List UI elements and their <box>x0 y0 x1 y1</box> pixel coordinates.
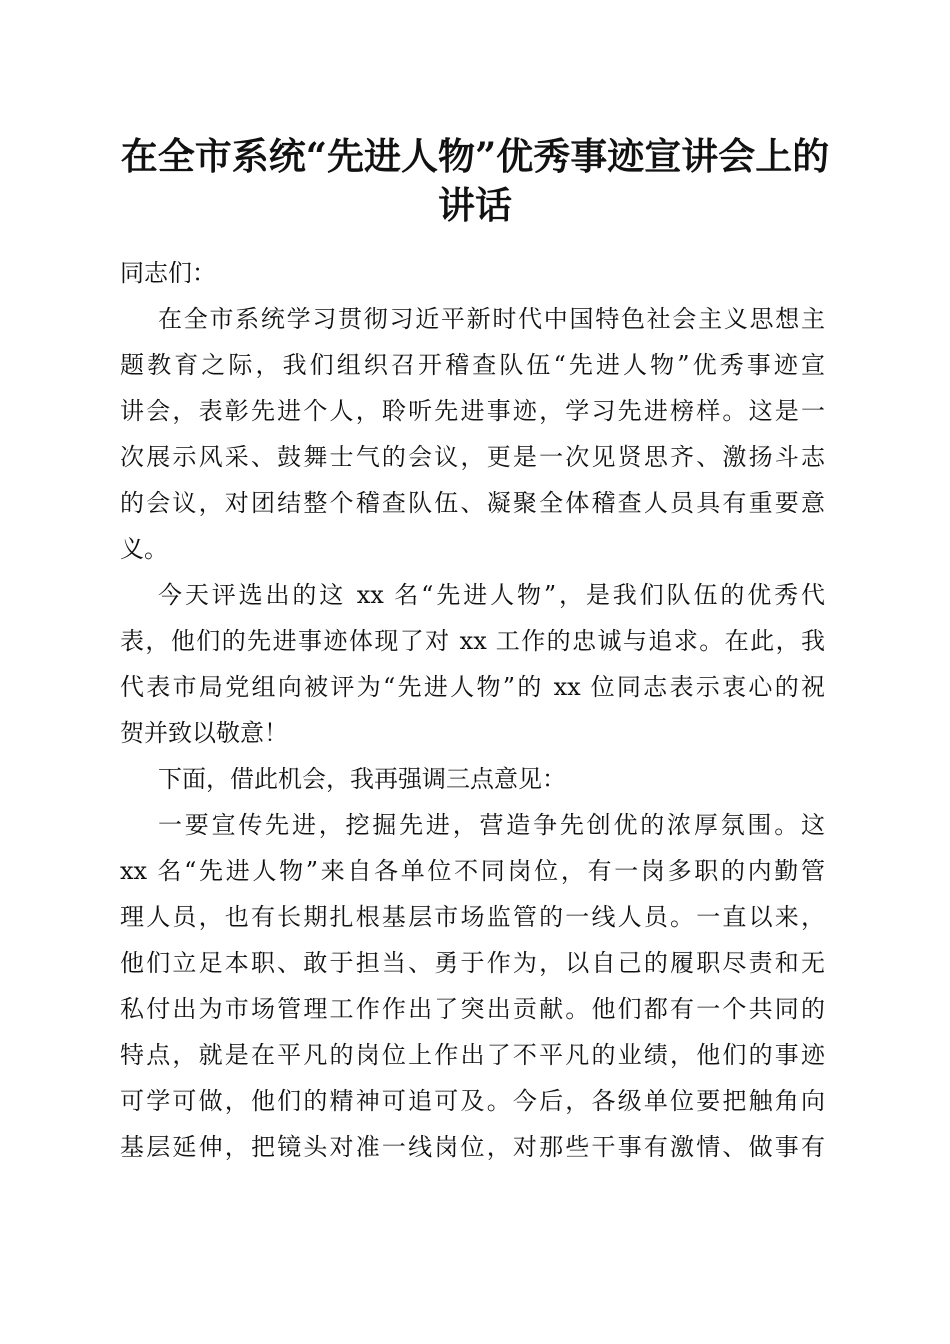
paragraph-line: 一要宣传先进，挖掘先进，营造争先创优的浓厚氛围。这 <box>158 811 825 839</box>
paragraph-line: 特点，就是在平凡的岗位上作出了不平凡的业绩，他们的事迹 <box>120 1041 825 1069</box>
paragraph-3 <box>120 756 825 802</box>
title-line-2: 讲话 <box>438 183 512 227</box>
paragraph-line: 可学可做，他们的精神可追可及。今后，各级单位要把触角向 <box>120 1087 825 1115</box>
paragraph-line: 基层延伸，把镜头对准一线岗位，对那些干事有激情、做事有 <box>120 1133 825 1161</box>
greeting: 同志们： <box>120 259 216 287</box>
paragraph-line: 他们立足本职、敢于担当、勇于作为，以自己的履职尽责和无 <box>120 949 825 977</box>
paragraph-line: 次展示风采、鼓舞士气的会议，更是一次见贤思齐、激扬斗志 <box>120 443 825 471</box>
paragraph-line: 贺并致以敬意！ <box>120 719 288 747</box>
paragraph-line: 下面，借此机会，我再强调三点意见： <box>158 765 566 793</box>
paragraph-line: 今天评选出的这 xx 名“先进人物”，是我们队伍的优秀代 <box>158 581 825 609</box>
paragraph-line: 理人员，也有长期扎根基层市场监管的一线人员。一直以来， <box>120 903 825 931</box>
title-line-1: 在全市系统“先进人物”优秀事迹宣讲会上的 <box>120 134 830 178</box>
document-title <box>95 132 855 230</box>
paragraph-line: xx 名“先进人物”来自各单位不同岗位，有一岗多职的内勤管 <box>120 857 825 885</box>
paragraph-line: 义。 <box>120 535 168 563</box>
paragraph-line: 表，他们的先进事迹体现了对 xx 工作的忠诚与追求。在此，我 <box>120 627 825 655</box>
paragraph-line: 私付出为市场管理工作作出了突出贡献。他们都有一个共同的 <box>120 995 825 1023</box>
paragraph-line: 讲会，表彰先进个人，聆听先进事迹，学习先进榜样。这是一 <box>120 397 825 425</box>
paragraph-2 <box>120 572 825 756</box>
paragraph-line: 的会议，对团结整个稽查队伍、凝聚全体稽查人员具有重要意 <box>120 489 825 517</box>
paragraph-line: 在全市系统学习贯彻习近平新时代中国特色社会主义思想主 <box>158 305 825 333</box>
paragraph-line: 代表市局党组向被评为“先进人物”的 xx 位同志表示衷心的祝 <box>120 673 825 701</box>
paragraph-4 <box>120 802 825 1170</box>
paragraph-line: 题教育之际，我们组织召开稽查队伍“先进人物”优秀事迹宣 <box>120 351 825 379</box>
paragraph-1 <box>120 296 825 572</box>
document-body <box>120 250 825 1170</box>
